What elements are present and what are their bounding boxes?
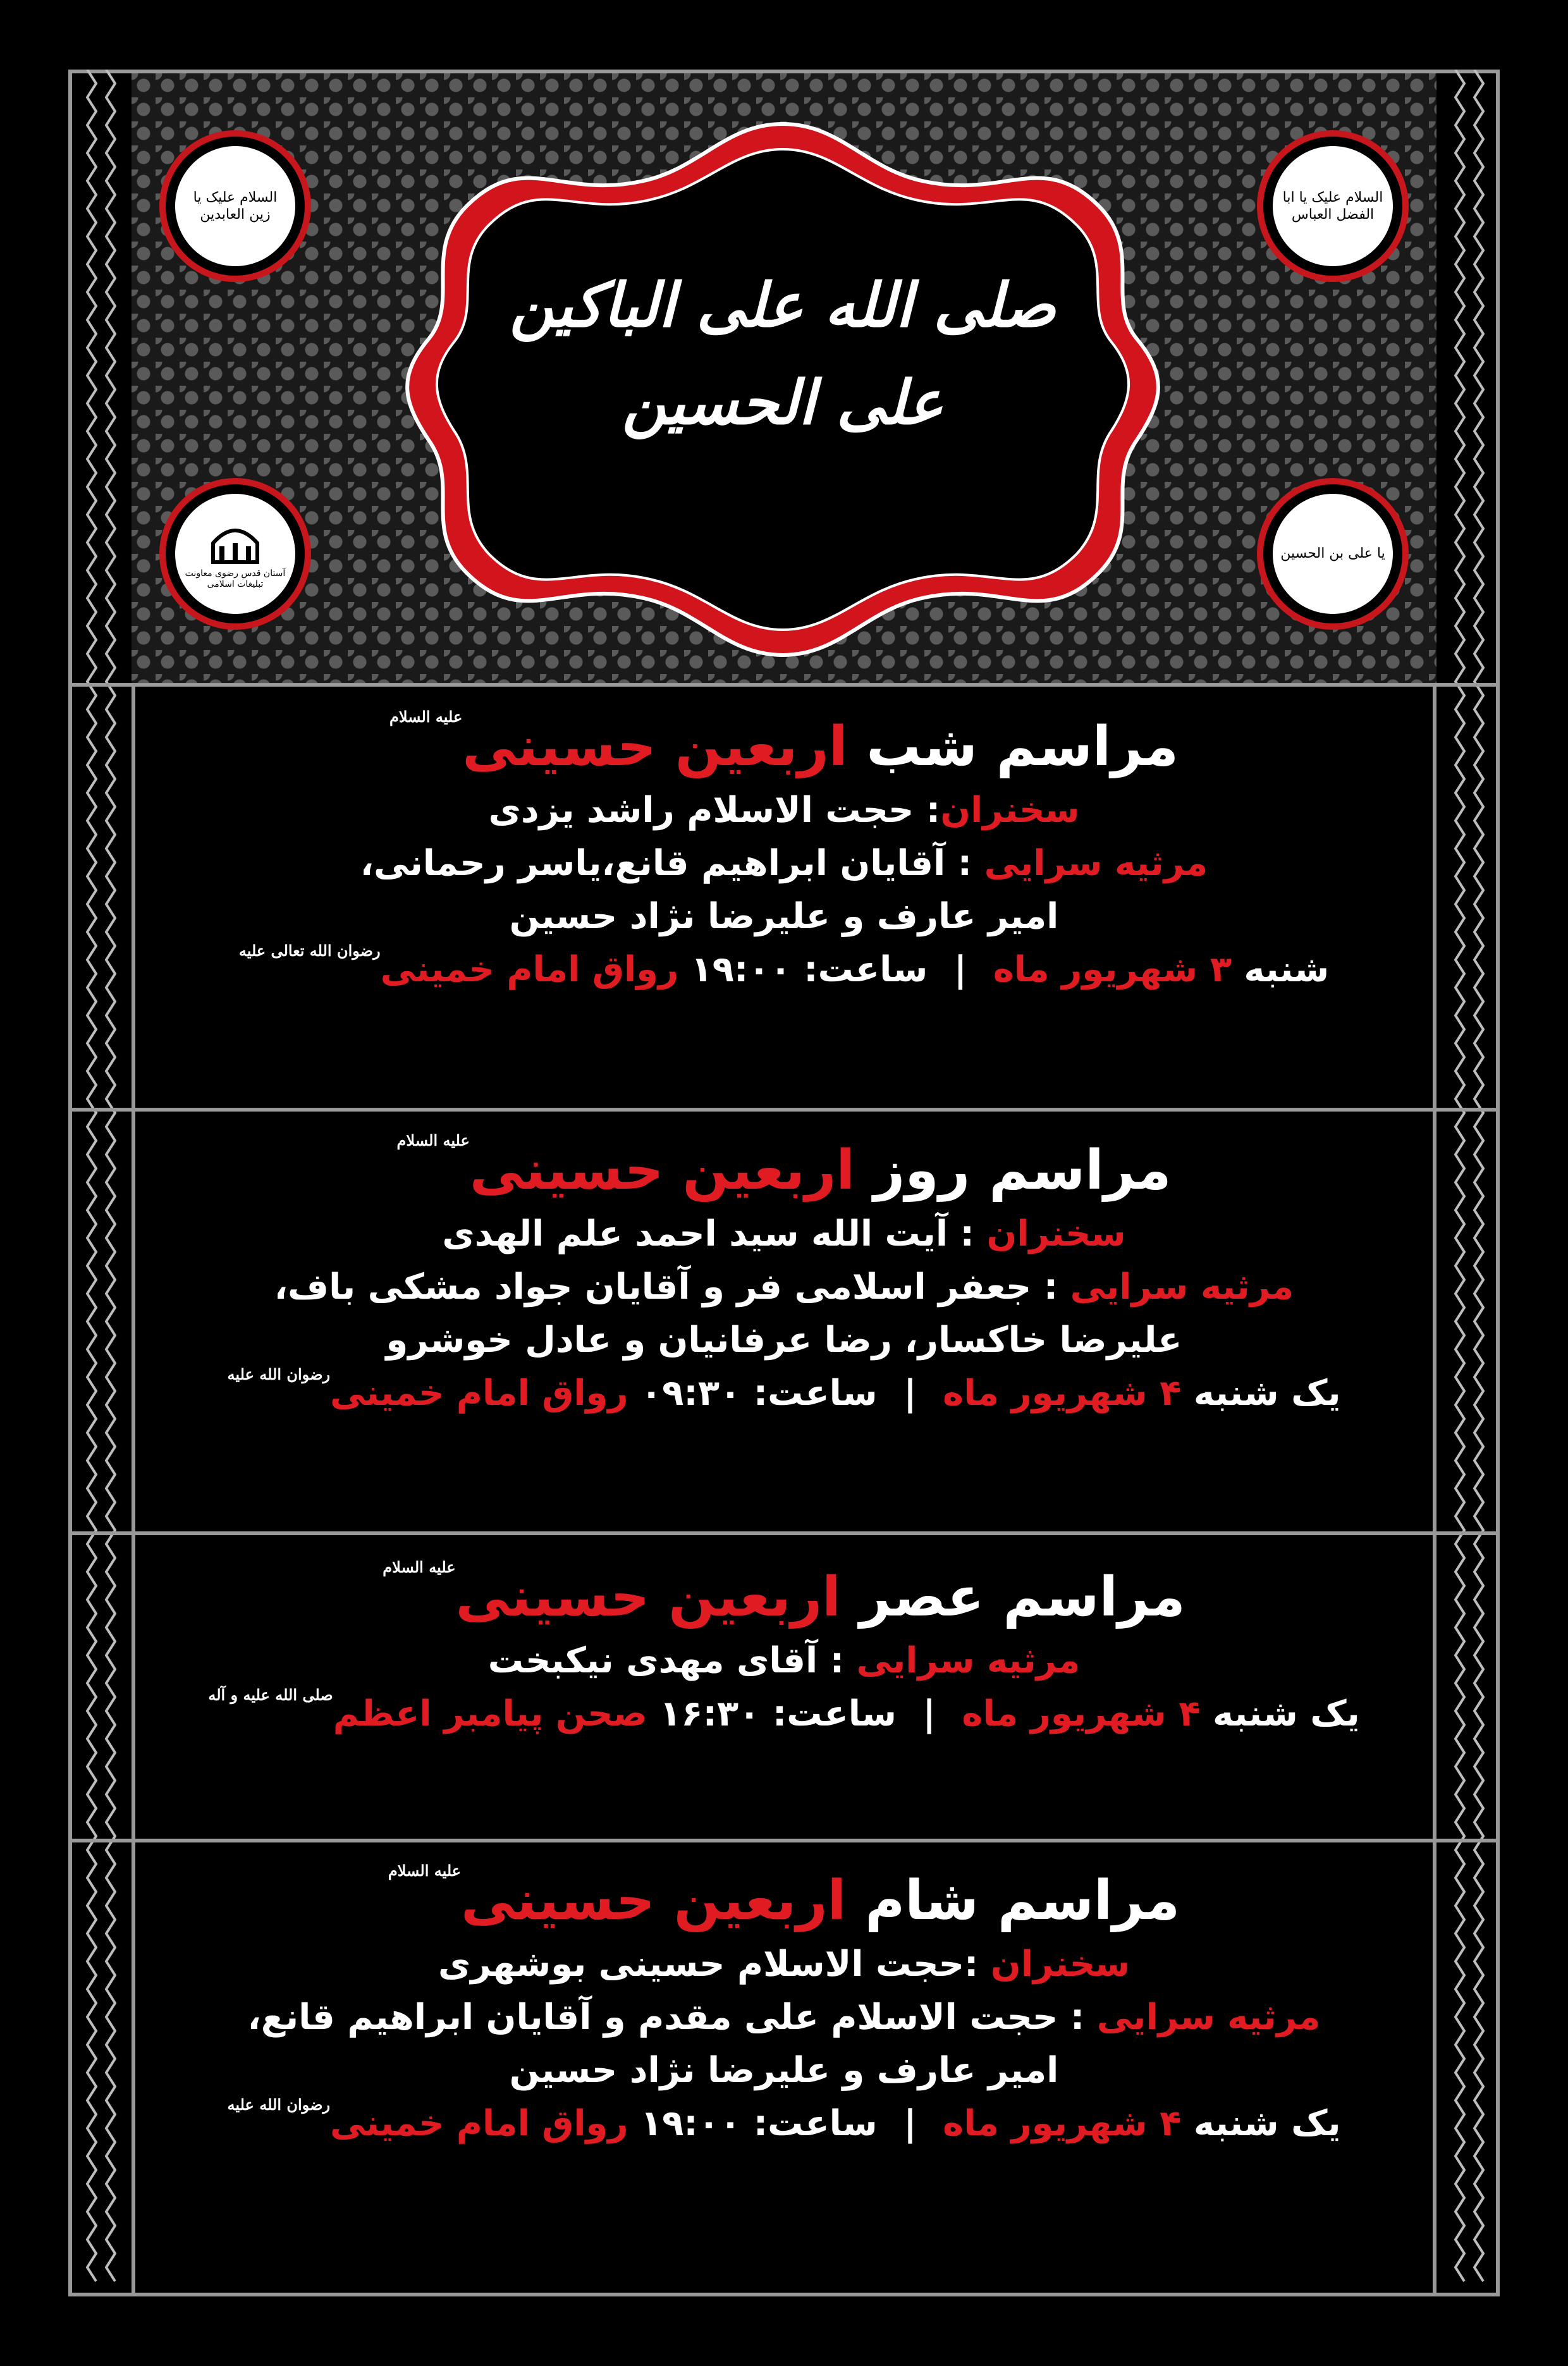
- zigzag-ornament-icon: [1472, 70, 1486, 2289]
- section-title: مراسم عصر اربعین حسینیعلیه السلام: [383, 1558, 1185, 1629]
- schedule-line: شنبه ۳ شهریور ماه | ساعت: ۱۹:۰۰ رواق امام خمینیرضوان الله تعالی علیه: [238, 941, 1330, 991]
- eulogy-line: مرثیه سرایی : آقای مهدی نیکبخت: [487, 1640, 1081, 1682]
- evening-ceremony-section: [135, 1861, 1433, 2146]
- shrine-logo-icon: [207, 518, 264, 568]
- medallion-bottom-right: یا علی بن الحسین: [1257, 478, 1409, 630]
- section-title: مراسم شام اربعین حسینیعلیه السلام: [388, 1861, 1180, 1932]
- section-divider: [68, 1839, 1500, 1842]
- speakers-line: سخنران :حجت الاسلام حسینی بوشهری: [438, 1944, 1130, 1985]
- eulogy-line-continued: امیر عارف و علیرضا نژاد حسین: [509, 896, 1059, 938]
- zigzag-ornament-icon: [104, 70, 118, 2289]
- schedule-line: یک شنبه ۴ شهریور ماه | ساعت: ۱۹:۰۰ رواق امام خمینیرضوان الله علیه: [227, 2095, 1341, 2145]
- section-title: مراسم شب اربعین حسینیعلیه السلام: [389, 708, 1179, 778]
- zigzag-ornament-icon: [85, 70, 99, 2289]
- speakers-line: سخنران: حجت الاسلام راشد یزدی: [488, 790, 1080, 831]
- left-ornament-strip: [68, 70, 135, 2296]
- section-divider: [68, 1531, 1500, 1535]
- speakers-line: سخنران : آیت الله سید احمد علم الهدی: [442, 1213, 1126, 1255]
- schedule-line: یک شنبه ۴ شهریور ماه | ساعت: ۰۹:۳۰ رواق امام خمینیرضوان الله علیه: [227, 1365, 1341, 1414]
- eulogy-line-continued: امیر عارف و علیرضا نژاد حسین: [509, 2050, 1059, 2092]
- eulogy-line: مرثیه سرایی : حجت الاسلام علی مقدم و آقایان ابراهیم قانع،: [247, 1997, 1321, 2038]
- eulogy-line: مرثیه سرایی : جعفر اسلامی فر و آقایان جواد مشکی باف،: [274, 1266, 1294, 1308]
- eulogy-line: مرثیه سرایی : آقایان ابراهیم قانع،یاسر رحمانی،: [360, 843, 1208, 885]
- zigzag-ornament-icon: [1453, 70, 1467, 2289]
- section-divider: [68, 1108, 1500, 1112]
- section-title: مراسم روز اربعین حسینیعلیه السلام: [396, 1131, 1172, 1202]
- calligraphy-text: صلی الله علی الباکین علی الحسین: [510, 269, 1056, 438]
- header-banner: [132, 73, 1436, 683]
- afternoon-ceremony-section: [135, 1558, 1433, 1736]
- section-divider: [68, 683, 1500, 687]
- night-ceremony-section: [135, 708, 1433, 992]
- day-ceremony-section: [135, 1131, 1433, 1416]
- medallion-top-left: السلام علیک یا زین العابدین: [159, 130, 311, 282]
- medallion-top-right: السلام علیک یا ابا الفضل العباس: [1257, 130, 1409, 282]
- right-ornament-strip: [1433, 70, 1500, 2296]
- astan-quds-logo: آستان قدس رضوی معاونت تبلیغات اسلامی: [159, 478, 311, 630]
- schedule-line: یک شنبه ۴ شهریور ماه | ساعت: ۱۶:۳۰ صحن پیامبر اعظمصلی الله علیه و آله: [208, 1686, 1360, 1735]
- eulogy-line-continued: علیرضا خاکسار، رضا عرفانیان و عادل خوشرو: [386, 1320, 1182, 1361]
